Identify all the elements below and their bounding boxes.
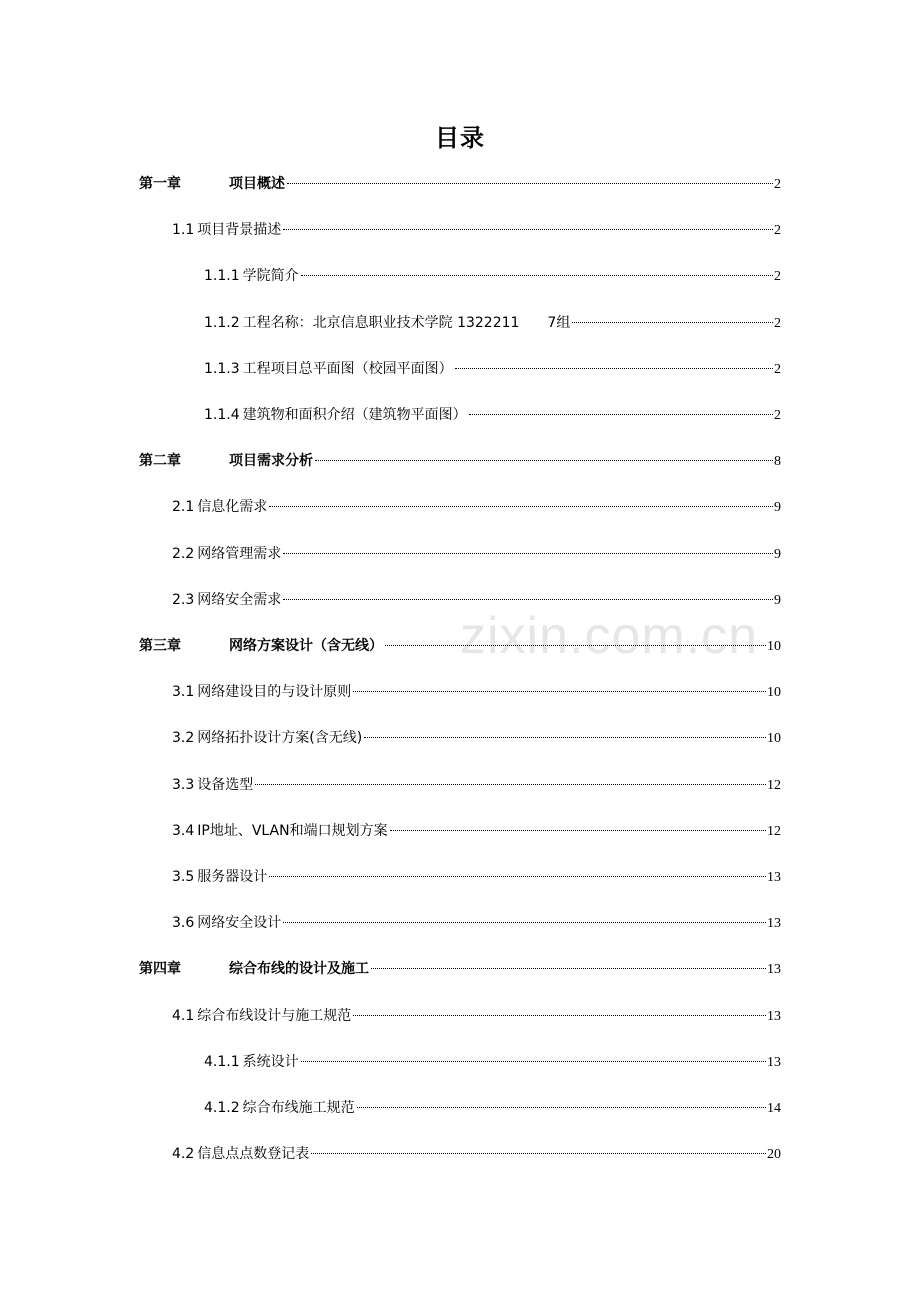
toc-entry-title: 设备选型 [197, 777, 254, 793]
toc-chapter-entry[interactable] [139, 634, 781, 658]
toc-entry-leader [469, 413, 773, 415]
toc-entry-leader [455, 367, 773, 369]
toc-entry-leader [353, 1014, 766, 1016]
page-title: 目录 [435, 124, 485, 152]
toc-chapter-entry[interactable] [139, 957, 781, 981]
toc-entry-title: IP地址、VLAN和端口规划方案 [197, 823, 388, 839]
toc-section-entry[interactable] [172, 1004, 781, 1028]
toc-entry-leader [390, 829, 766, 831]
toc-section-entry[interactable] [172, 865, 781, 889]
toc-entry-number: 3.1 [172, 684, 195, 700]
toc-entry-number: 第二章 [139, 453, 181, 469]
toc-entry-title: 信息化需求 [197, 499, 268, 515]
toc-entry-page-number: 9 [774, 547, 781, 562]
toc-entry-page-number: 13 [767, 1055, 781, 1070]
toc-entry-leader [353, 690, 766, 692]
toc-subsection-entry[interactable] [204, 1050, 781, 1074]
toc-section-entry[interactable] [172, 773, 781, 797]
toc-entry-page-number: 2 [774, 408, 781, 423]
toc-chapter-entry[interactable] [139, 172, 781, 196]
toc-entry-leader [364, 736, 766, 738]
toc-entry-title: 项目需求分析 [229, 453, 313, 469]
toc-entry-number: 2.2 [172, 546, 195, 562]
toc-entry-number: 第三章 [139, 638, 181, 654]
toc-section-entry[interactable] [172, 542, 781, 566]
toc-entry-leader [269, 505, 773, 507]
toc-entry-number: 3.6 [172, 915, 195, 931]
toc-entry-page-number: 20 [767, 1147, 781, 1162]
toc-entry-leader [283, 598, 773, 600]
toc-entry-number: 第一章 [139, 176, 181, 192]
toc-entry-number: 1.1.2 [204, 315, 240, 331]
toc-entry-leader [315, 459, 773, 461]
toc-entry-title: 综合布线施工规范 [242, 1100, 355, 1116]
toc-entry-leader [371, 967, 766, 969]
toc-entry-title: 综合布线设计与施工规范 [197, 1008, 352, 1024]
toc-entry-leader [301, 274, 773, 276]
toc-entry-number: 3.4 [172, 823, 195, 839]
toc-entry-number: 4.1.2 [204, 1100, 240, 1116]
toc-entry-number: 1.1.3 [204, 361, 240, 377]
toc-entry-number: 4.1 [172, 1008, 195, 1024]
toc-entry-page-number: 12 [767, 778, 781, 793]
toc-entry-title: 综合布线的设计及施工 [229, 961, 369, 977]
toc-entry-page-number: 2 [774, 223, 781, 238]
toc-entry-number: 2.3 [172, 592, 195, 608]
toc-subsection-entry[interactable] [204, 403, 781, 427]
toc-entry-title: 项目背景描述 [197, 222, 282, 238]
toc-entry-number: 1.1 [172, 222, 195, 238]
toc-entry-number: 3.3 [172, 777, 195, 793]
toc-section-entry[interactable] [172, 680, 781, 704]
toc-chapter-entry[interactable] [139, 449, 781, 473]
toc-entry-number: 第四章 [139, 961, 181, 977]
toc-entry-page-number: 10 [767, 685, 781, 700]
toc-entry-page-number: 9 [774, 593, 781, 608]
toc-section-entry[interactable] [172, 726, 781, 750]
toc-entry-number: 1.1.1 [204, 268, 240, 284]
toc-entry-page-number: 2 [774, 362, 781, 377]
toc-entry-leader [301, 1060, 766, 1062]
toc-entry-title: 系统设计 [242, 1054, 299, 1070]
toc-entry-leader [283, 228, 773, 230]
toc-entry-leader [572, 321, 773, 323]
toc-entry-leader [283, 552, 773, 554]
toc-entry-page-number: 2 [774, 316, 781, 331]
toc-entry-page-number: 13 [767, 870, 781, 885]
toc-entry-page-number: 2 [774, 177, 781, 192]
toc-entry-number: 3.5 [172, 869, 195, 885]
toc-entry-number: 4.1.1 [204, 1054, 240, 1070]
toc-entry-title: 网络管理需求 [197, 546, 282, 562]
toc-entry-title: 建筑物和面积介绍（建筑物平面图） [242, 407, 467, 423]
toc-entry-leader [255, 783, 766, 785]
toc-entry-leader [283, 921, 766, 923]
toc-entry-page-number: 8 [774, 454, 781, 469]
toc-entry-number: 3.2 [172, 730, 195, 746]
watermark: zixin.com.cn [460, 607, 759, 665]
toc-entry-title: 学院简介 [242, 268, 299, 284]
toc-section-entry[interactable] [172, 588, 781, 612]
toc-entry-leader [287, 182, 773, 184]
toc-entry-page-number: 9 [774, 500, 781, 515]
toc-entry-page-number: 10 [767, 639, 781, 654]
toc-entry-title: 网络方案设计（含无线） [229, 638, 383, 654]
toc-subsection-entry[interactable] [204, 357, 781, 381]
toc-entry-page-number: 13 [767, 916, 781, 931]
toc-entry-title: 服务器设计 [197, 869, 268, 885]
toc-section-entry[interactable] [172, 819, 781, 843]
toc-section-entry[interactable] [172, 218, 781, 242]
toc-subsection-entry[interactable] [204, 264, 781, 288]
toc-entry-page-number: 14 [767, 1101, 781, 1116]
toc-entry-leader [269, 875, 766, 877]
toc-entry-page-number: 12 [767, 824, 781, 839]
toc-entry-leader [385, 644, 766, 646]
toc-entry-title: 工程项目总平面图（校园平面图） [242, 361, 453, 377]
toc-entry-title: 项目概述 [229, 176, 285, 192]
toc-entry-page-number: 2 [774, 269, 781, 284]
toc-section-entry[interactable] [172, 495, 781, 519]
toc-entry-page-number: 13 [767, 1009, 781, 1024]
toc-section-entry[interactable] [172, 1142, 781, 1166]
toc-entry-title: 网络拓扑设计方案(含无线) [197, 730, 363, 746]
toc-entry-number: 2.1 [172, 499, 195, 515]
toc-section-entry[interactable] [172, 911, 781, 935]
toc-subsection-entry[interactable] [204, 311, 781, 335]
toc-entry-page-number: 10 [767, 731, 781, 746]
toc-entry-title: 网络建设目的与设计原则 [197, 684, 352, 700]
toc-entry-leader [357, 1106, 766, 1108]
toc-entry-title: 网络安全设计 [197, 915, 282, 931]
toc-entry-number: 1.1.4 [204, 407, 240, 423]
toc-entry-title: 网络安全需求 [197, 592, 282, 608]
toc-entry-title: 信息点点数登记表 [197, 1146, 310, 1162]
toc-entry-page-number: 13 [767, 962, 781, 977]
toc-entry-leader [311, 1152, 766, 1154]
toc-entry-title: 工程名称：北京信息职业技术学院 1322211 7组 [242, 315, 571, 331]
toc-entry-number: 4.2 [172, 1146, 195, 1162]
toc-subsection-entry[interactable] [204, 1096, 781, 1120]
